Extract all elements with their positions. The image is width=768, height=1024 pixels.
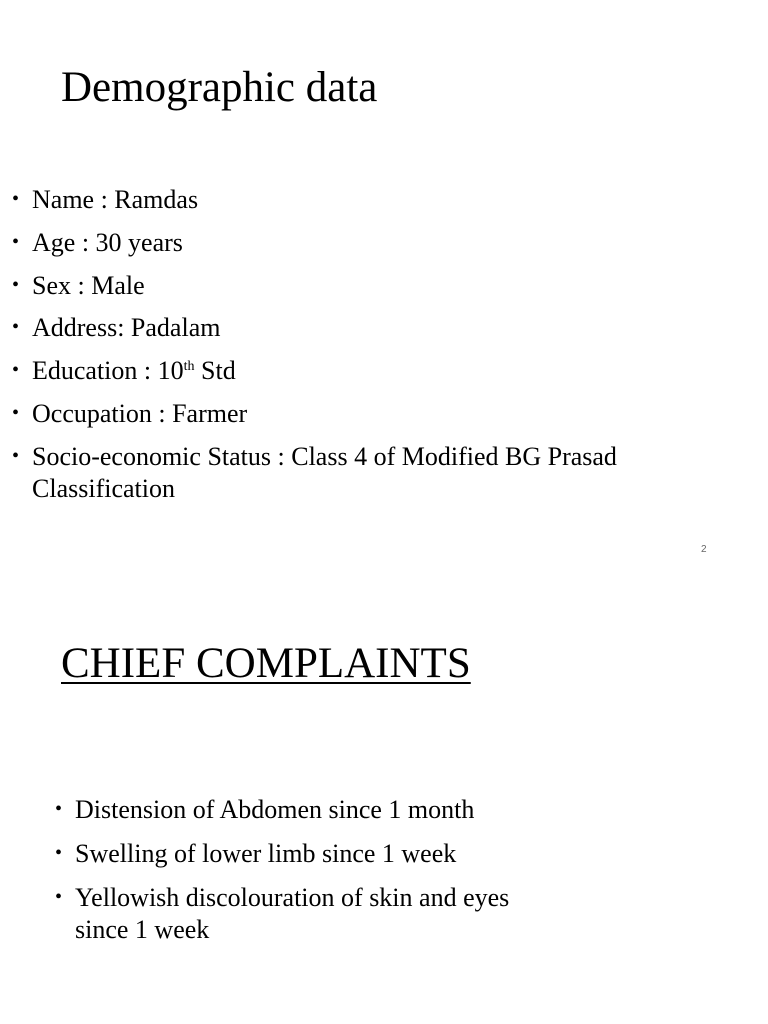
bullet-icon: • [12, 316, 20, 339]
bullet-icon: • [12, 188, 20, 210]
item-text: Sex : Male [32, 270, 145, 300]
ordinal-suffix: th [183, 359, 195, 375]
item-text: Distension of Abdomen since 1 month [75, 795, 475, 824]
list-item-address [12, 312, 752, 344]
bullet-icon: • [55, 842, 63, 864]
list-item-sex [12, 270, 752, 302]
list-item [55, 882, 535, 946]
list-item-socio-economic-status [12, 441, 642, 505]
bullet-icon: • [55, 798, 63, 820]
demographic-list [12, 184, 752, 516]
item-text: Occupation : Farmer [32, 398, 248, 428]
bullet-icon: • [12, 230, 20, 253]
list-item-occupation [12, 398, 752, 430]
list-item-name [12, 184, 752, 216]
bullet-icon: • [12, 273, 20, 296]
list-item [55, 794, 575, 826]
item-text: Age : 30 years [32, 227, 183, 257]
slide-chief-complaints [0, 576, 768, 1024]
bullet-icon: • [12, 401, 20, 424]
slide-title: Demographic data [61, 64, 378, 111]
list-item-age [12, 227, 752, 259]
item-text: Std [194, 356, 236, 386]
item-text: Yellowish discolouration of skin and eyes since 1 week [75, 883, 510, 944]
item-text: Socio-economic Status : Class 4 of Modified BG Prasad Classification [32, 441, 617, 503]
item-text: Address: Padalam [32, 313, 221, 343]
bullet-icon: • [12, 444, 20, 467]
complaints-list [55, 794, 575, 958]
list-item-education [12, 355, 752, 387]
item-text: Education : 10 [32, 356, 184, 386]
item-text: Swelling of lower limb since 1 week [75, 839, 457, 868]
page-number: 2 [701, 544, 707, 555]
bullet-icon: • [55, 886, 63, 908]
item-text: Name : Ramdas [32, 185, 199, 214]
list-item [55, 838, 575, 870]
bullet-icon: • [12, 359, 20, 382]
slide-title: CHIEF COMPLAINTS [61, 640, 471, 687]
